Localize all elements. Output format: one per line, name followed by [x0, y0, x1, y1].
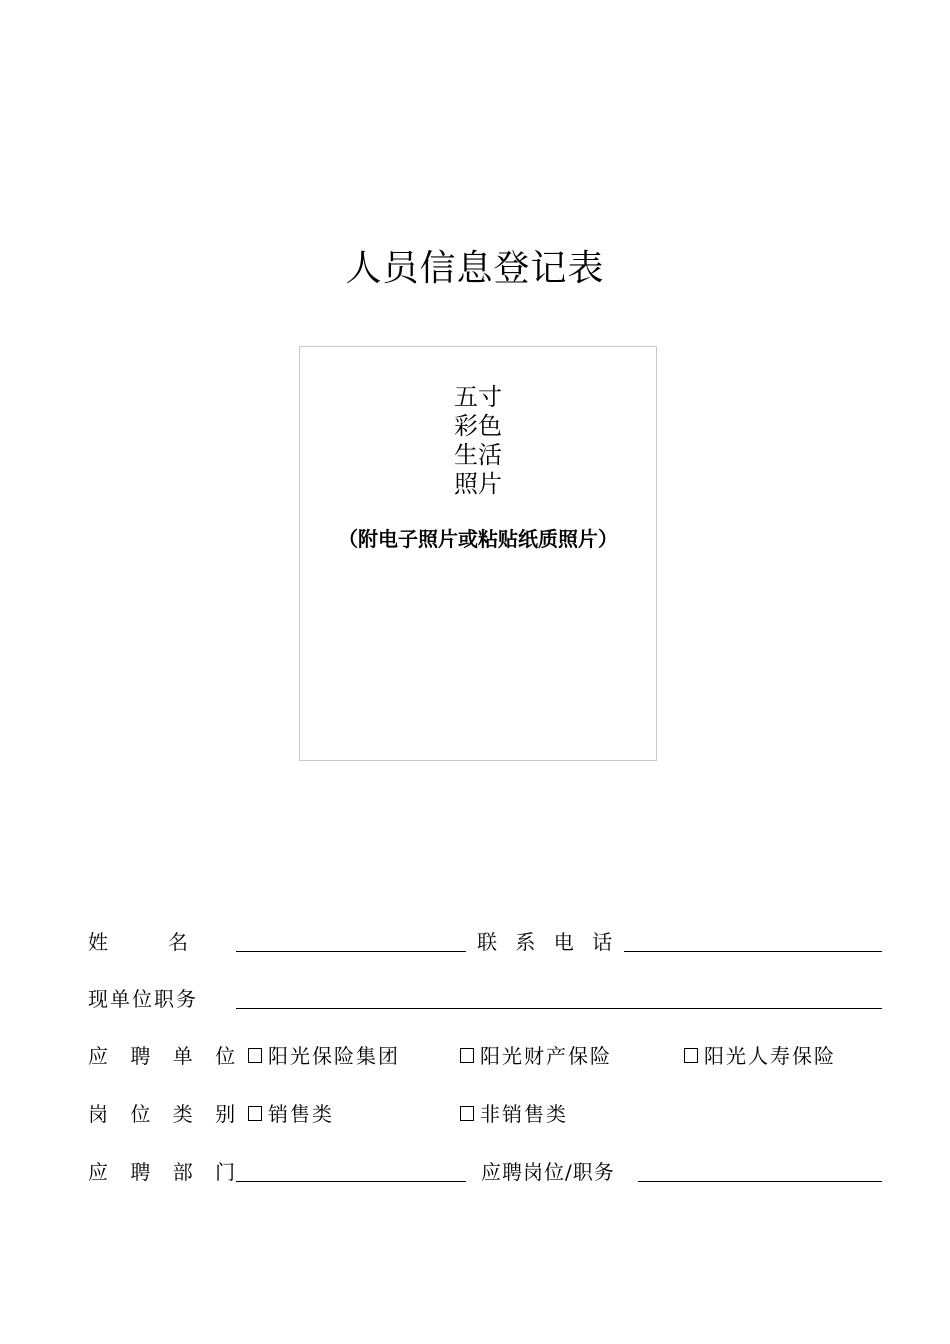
checkbox-icon[interactable] — [460, 1106, 474, 1121]
row-current-position — [88, 983, 888, 1013]
option-sunshine-group[interactable] — [248, 1040, 400, 1069]
option-sales[interactable] — [248, 1098, 334, 1127]
form-title: 人员信息登记表 — [345, 248, 605, 289]
option-non-sales[interactable] — [460, 1098, 568, 1127]
phone-field[interactable] — [624, 951, 882, 952]
photo-caption-line: 五寸 — [454, 383, 502, 411]
checkbox-icon[interactable] — [248, 1048, 262, 1063]
photo-caption — [300, 383, 656, 499]
option-label: 阳光财产保险 — [480, 1044, 612, 1068]
checkbox-icon[interactable] — [460, 1048, 474, 1063]
row-name-phone — [88, 926, 888, 956]
option-label: 阳光保险集团 — [268, 1044, 400, 1068]
current-position-field[interactable] — [236, 1008, 882, 1009]
apply-dept-field[interactable] — [236, 1181, 466, 1182]
photo-placeholder[interactable] — [299, 346, 657, 761]
option-label: 销售类 — [268, 1102, 334, 1126]
phone-label: 联 系 电 话 — [477, 930, 619, 954]
name-label: 姓 名 — [88, 930, 188, 954]
apply-company-label: 应 聘 单 位 — [88, 1044, 244, 1068]
photo-caption-line: 照片 — [454, 470, 502, 498]
apply-post-field[interactable] — [638, 1181, 882, 1182]
name-field[interactable] — [236, 951, 466, 952]
apply-post-label: 应聘岗位/职务 — [481, 1160, 615, 1184]
position-type-label: 岗 位 类 别 — [88, 1102, 244, 1126]
photo-note: （附电子照片或粘贴纸质照片） — [338, 527, 618, 551]
row-dept-post — [88, 1156, 888, 1186]
checkbox-icon[interactable] — [684, 1048, 698, 1063]
photo-caption-line: 彩色 — [454, 412, 502, 440]
checkbox-icon[interactable] — [248, 1106, 262, 1121]
option-label: 阳光人寿保险 — [704, 1044, 836, 1068]
row-apply-company — [88, 1040, 888, 1070]
current-position-label: 现单位职务 — [88, 987, 198, 1011]
option-sunshine-property[interactable] — [460, 1040, 612, 1069]
option-sunshine-life[interactable] — [684, 1040, 836, 1069]
photo-caption-line: 生活 — [454, 441, 502, 469]
row-position-type — [88, 1098, 888, 1128]
option-label: 非销售类 — [480, 1102, 568, 1126]
apply-dept-label: 应 聘 部 门 — [88, 1160, 244, 1184]
